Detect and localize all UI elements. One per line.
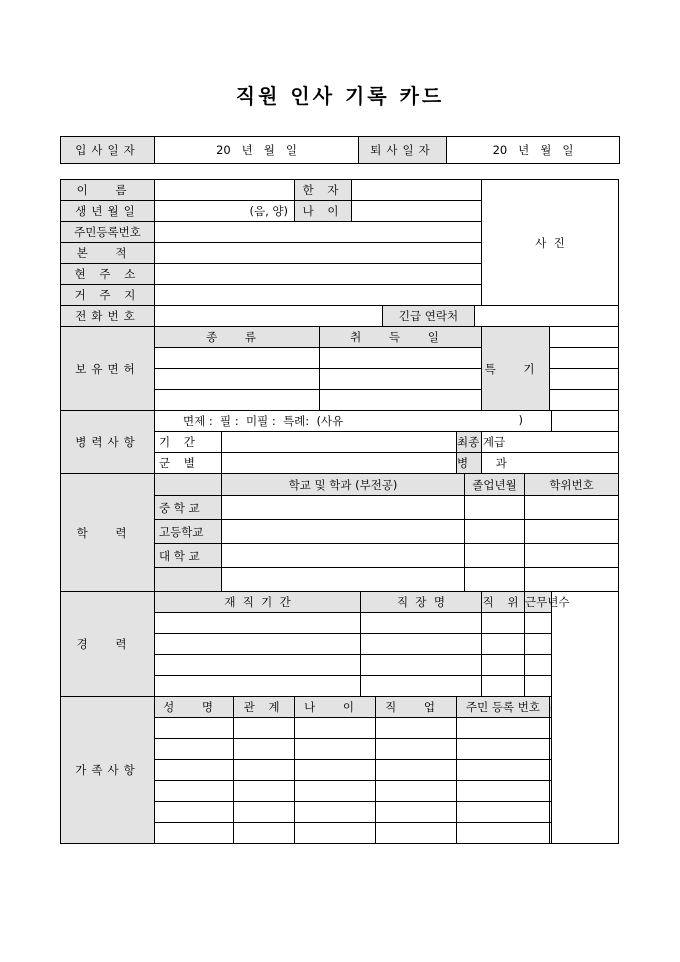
education-corner — [155, 474, 222, 496]
position-field[interactable] — [482, 676, 525, 697]
career-period-field[interactable] — [155, 655, 361, 676]
residence-field[interactable] — [155, 285, 482, 306]
family-age-field[interactable] — [295, 823, 376, 844]
emergency-label: 긴급 연락처 — [383, 306, 475, 327]
school-level-label: 고등학교 — [155, 520, 222, 544]
career-period-field[interactable] — [155, 634, 361, 655]
family-relation-field[interactable] — [234, 739, 295, 760]
family-label: 가족사항 — [61, 697, 155, 844]
address-field[interactable] — [155, 264, 482, 285]
family-name-field[interactable] — [155, 802, 234, 823]
military-period-field[interactable] — [222, 432, 457, 453]
family-living-header — [550, 697, 552, 718]
page-title: 직원 인사 기록 카드 — [235, 84, 445, 108]
family-name-field[interactable] — [155, 718, 234, 739]
special-skill-field[interactable] — [550, 390, 619, 411]
military-status-text: 면제 : 필 : 미필 : 특례: (사유 — [183, 414, 344, 428]
family-living-field[interactable] — [550, 760, 552, 781]
school-level-label — [155, 568, 222, 592]
degree-number-field[interactable] — [525, 496, 619, 520]
family-rrn-header: 주민 등록 번호 — [457, 697, 550, 718]
license-date-field[interactable] — [320, 369, 482, 390]
family-living-field[interactable] — [550, 739, 552, 760]
position-field[interactable] — [482, 655, 525, 676]
join-date-label: 입사일자 — [61, 137, 155, 164]
license-type-field[interactable] — [155, 348, 320, 369]
name-label: 이 름 — [61, 180, 155, 201]
hanja-field[interactable] — [352, 180, 482, 201]
company-header: 직 장 명 — [361, 592, 482, 613]
family-rrn-field[interactable] — [457, 760, 550, 781]
origin-field[interactable] — [155, 243, 482, 264]
company-field[interactable] — [361, 613, 482, 634]
residence-label: 거 주 지 — [61, 285, 155, 306]
school-header: 학교 및 학과 (부전공) — [222, 474, 465, 496]
degree-number-header: 학위번호 — [525, 474, 619, 496]
family-job-header: 직 업 — [376, 697, 457, 718]
family-job-field[interactable] — [376, 823, 457, 844]
military-period-label: 기 간 — [155, 432, 222, 453]
family-age-field[interactable] — [295, 760, 376, 781]
career-period-header: 재 직 기 간 — [155, 592, 361, 613]
emergency-field[interactable] — [475, 306, 619, 327]
family-relation-header: 관 계 — [234, 697, 295, 718]
age-label: 나 이 — [295, 201, 352, 222]
family-job-field[interactable] — [376, 739, 457, 760]
special-skill-field[interactable] — [550, 327, 619, 348]
family-relation-field[interactable] — [234, 802, 295, 823]
family-relation-field[interactable] — [234, 718, 295, 739]
years-field[interactable] — [525, 676, 552, 697]
school-field[interactable] — [222, 568, 465, 592]
school-field[interactable] — [222, 520, 465, 544]
career-period-field[interactable] — [155, 613, 361, 634]
license-date-field[interactable] — [320, 390, 482, 411]
school-level-label: 대 학 교 — [155, 544, 222, 568]
school-field[interactable] — [222, 544, 465, 568]
personnel-record-table — [60, 179, 619, 844]
degree-number-field[interactable] — [525, 544, 619, 568]
family-relation-field[interactable] — [234, 781, 295, 802]
family-name-field[interactable] — [155, 760, 234, 781]
family-living-field[interactable] — [550, 802, 552, 823]
grad-date-field[interactable] — [465, 496, 525, 520]
grad-date-field[interactable] — [465, 568, 525, 592]
family-job-field[interactable] — [376, 718, 457, 739]
company-field[interactable] — [361, 655, 482, 676]
grad-date-field[interactable] — [465, 520, 525, 544]
years-field[interactable] — [525, 634, 552, 655]
family-age-field[interactable] — [295, 739, 376, 760]
phone-field[interactable] — [155, 306, 383, 327]
family-rrn-field[interactable] — [457, 718, 550, 739]
rrn-label: 주민등록번호 — [61, 222, 155, 243]
leave-date-field[interactable]: 20 년 월 일 — [447, 137, 620, 164]
degree-number-field[interactable] — [525, 568, 619, 592]
birth-field[interactable]: (음, 양) — [155, 201, 295, 222]
address-label: 현 주 소 — [61, 264, 155, 285]
family-name-header: 성 명 — [155, 697, 234, 718]
career-label: 경 력 — [61, 592, 155, 697]
family-age-field[interactable] — [295, 718, 376, 739]
special-skill-field[interactable] — [550, 348, 619, 369]
family-living-field[interactable] — [550, 718, 552, 739]
military-branch-field[interactable] — [222, 453, 457, 474]
years-header: 근무년수 — [525, 592, 552, 613]
family-living-field[interactable] — [550, 781, 552, 802]
family-age-field[interactable] — [295, 781, 376, 802]
join-date-table — [60, 136, 620, 164]
position-field[interactable] — [482, 634, 525, 655]
phone-label: 전화번호 — [61, 306, 155, 327]
family-job-field[interactable] — [376, 802, 457, 823]
position-header: 직 위 — [482, 592, 525, 613]
family-rrn-field[interactable] — [457, 781, 550, 802]
military-branch-label: 군 별 — [155, 453, 222, 474]
years-field[interactable] — [525, 655, 552, 676]
degree-number-field[interactable] — [525, 520, 619, 544]
position-field[interactable] — [482, 613, 525, 634]
family-job-field[interactable] — [376, 781, 457, 802]
birth-label: 생년월일 — [61, 201, 155, 222]
family-rrn-field[interactable] — [457, 802, 550, 823]
final-rank-label: 최종 계급 — [457, 432, 482, 453]
special-skill-label: 특 기 — [482, 327, 550, 411]
family-relation-field[interactable] — [234, 823, 295, 844]
special-skill-field[interactable] — [550, 369, 619, 390]
license-type-field[interactable] — [155, 390, 320, 411]
family-age-header: 나 이 — [295, 697, 376, 718]
military-status-line[interactable] — [155, 411, 552, 432]
company-field[interactable] — [361, 634, 482, 655]
family-relation-field[interactable] — [234, 760, 295, 781]
license-date-header: 취 득 일 — [320, 327, 482, 348]
license-type-header: 종 류 — [155, 327, 320, 348]
license-label: 보유면허 — [61, 327, 155, 411]
school-level-label: 중 학 교 — [155, 496, 222, 520]
leave-date-label: 퇴사일자 — [359, 137, 447, 164]
military-close-paren: ) — [518, 413, 523, 427]
years-field[interactable] — [525, 613, 552, 634]
family-name-field[interactable] — [155, 781, 234, 802]
career-period-field[interactable] — [155, 676, 361, 697]
grad-date-field[interactable] — [465, 544, 525, 568]
photo-box[interactable]: 사 진 — [482, 180, 619, 306]
family-name-field[interactable] — [155, 823, 234, 844]
family-job-field[interactable] — [376, 760, 457, 781]
family-rrn-field[interactable] — [457, 739, 550, 760]
origin-label: 본 적 — [61, 243, 155, 264]
family-age-field[interactable] — [295, 802, 376, 823]
company-field[interactable] — [361, 676, 482, 697]
military-label: 병력사항 — [61, 411, 155, 474]
rrn-field[interactable] — [155, 222, 482, 243]
military-arm-label: 병 과 — [457, 453, 482, 474]
hanja-label: 한 자 — [295, 180, 352, 201]
join-date-field[interactable]: 20 년 월 일 — [155, 137, 359, 164]
age-field[interactable] — [352, 201, 482, 222]
license-date-field[interactable] — [320, 348, 482, 369]
family-rrn-field[interactable] — [457, 823, 550, 844]
license-type-field[interactable] — [155, 369, 320, 390]
grad-date-header: 졸업년월 — [465, 474, 525, 496]
family-name-field[interactable] — [155, 739, 234, 760]
family-living-field[interactable] — [550, 823, 552, 844]
school-field[interactable] — [222, 496, 465, 520]
education-label: 학 력 — [61, 474, 155, 592]
name-field[interactable] — [155, 180, 295, 201]
